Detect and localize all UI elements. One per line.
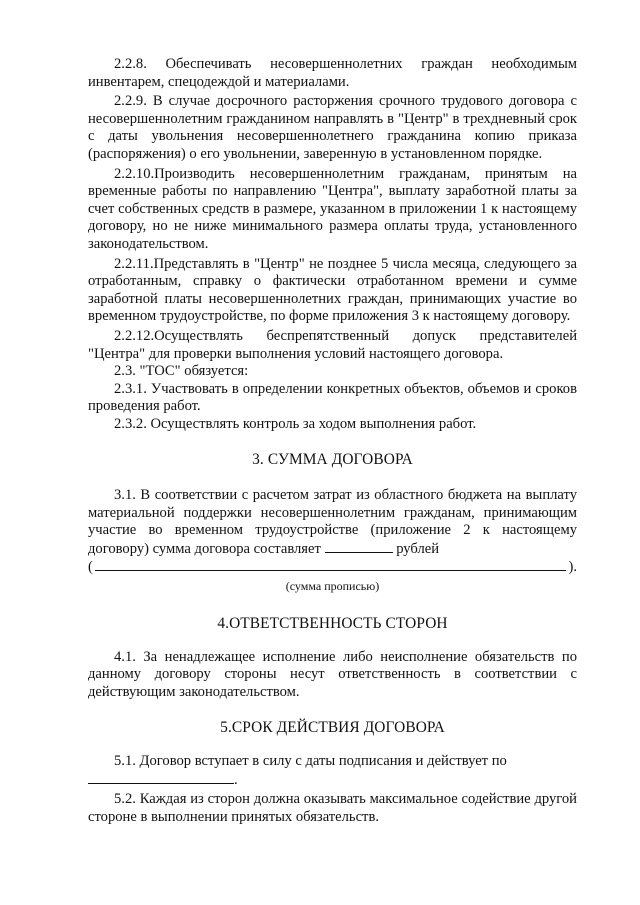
clause-2-2-9: 2.2.9. В случае досрочного расторжения срочного трудового договора с несовершеннолетним гражданином направлять в "Центр" в трехдневный срок с даты увольнения несовершеннолетнего гражданина копию приказа (распоряжения) о его увольнении, заверенную в установленном порядке. xyxy=(88,93,577,162)
open-paren: ( xyxy=(88,559,93,576)
clause-3-1 xyxy=(88,487,577,558)
section-3-heading: 3. СУММА ДОГОВОРА xyxy=(252,451,413,469)
clause-4-1: 4.1. За ненадлежащее исполнение либо неисполнение обязательств по данному договору стороны несут ответственность в соответствии с действующим законодательством. xyxy=(88,648,577,700)
validity-date-blank[interactable] xyxy=(88,771,234,784)
clause-2-2-8: 2.2.8. Обеспечивать несовершеннолетних граждан необходимым инвентарем, спецодеждой и материалами. xyxy=(88,56,577,90)
clause-5-1-end xyxy=(88,771,577,790)
clause-3-1-text: 3.1. В соответствии с расчетом затрат из областного бюджета на выплату материальной поддержки несовершеннолетним гражданам, принимающим участие во временном трудоустройстве (приложение 2 к настоящему договору) сумма договора составляет xyxy=(88,487,577,557)
clause-2-3: 2.3. "ТОС" обязуется: xyxy=(114,363,249,380)
document-page xyxy=(88,56,577,826)
sum-amount-blank[interactable] xyxy=(325,540,393,553)
section-5-heading: 5.СРОК ДЕЙСТВИЯ ДОГОВОРА xyxy=(220,719,445,737)
sum-in-words-line xyxy=(88,558,577,577)
close-paren: ). xyxy=(568,559,577,576)
clause-2-2-10: 2.2.10.Производить несовершеннолетним гражданам, принятым на временные работы по направлению "Центра", выплату заработной платы за счет собственных средств в размере, указанном в приложении 1 к настоящему договору, но не ниже минимального размера оплаты труда, установленного законодательством. xyxy=(88,165,577,252)
clause-2-2-11: 2.2.11.Представлять в "Центр" не позднее 5 числа месяца, следующего за отработанным, справку о фактически отработанном времени и сумме заработной платы несовершеннолетних граждан, принимающих участие во временном трудоустройстве, по форме приложения 3 к настоящему договору. xyxy=(88,255,577,325)
sum-in-words-blank[interactable] xyxy=(95,558,567,571)
clause-5-1: 5.1. Договор вступает в силу с даты подписания и действует по xyxy=(114,753,507,769)
section-4-heading: 4.ОТВЕТСТВЕННОСТЬ СТОРОН xyxy=(217,615,448,633)
currency-unit: рублей xyxy=(396,540,440,557)
clause-2-3-1: 2.3.1. Участвовать в определении конкретных объектов, объемов и сроков проведения работ. xyxy=(88,380,577,415)
clause-5-1-period: . xyxy=(234,771,238,788)
clause-5-2: 5.2. Каждая из сторон должна оказывать максимальное содействие другой стороне в выполнении принятых обязательств. xyxy=(88,791,577,825)
clause-2-3-2: 2.3.2. Осуществлять контроль за ходом выполнения работ. xyxy=(114,415,477,432)
sum-in-words-caption: (сумма прописью) xyxy=(285,579,380,594)
clause-2-2-12: 2.2.12.Осуществлять беспрепятственный допуск представителей "Центра" для проверки выполнения условий настоящего договора. xyxy=(88,327,577,362)
